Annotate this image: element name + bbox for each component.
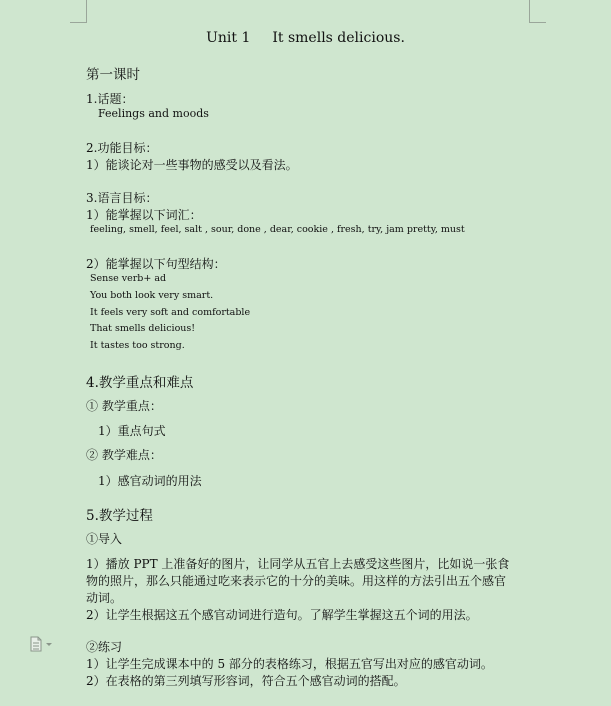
intro-line: 物的照片，那么只能通过吃来表示它的十分的美味。用这样的方法引出五个感官 bbox=[86, 574, 507, 588]
practice-label: ②练习 bbox=[86, 640, 123, 654]
document-title bbox=[0, 30, 611, 46]
pattern-item: It tastes too strong. bbox=[90, 340, 185, 351]
pattern-heading: 2）能掌握以下句型结构： bbox=[86, 257, 226, 271]
key-point-label: ① 教学重点： bbox=[86, 399, 162, 413]
pattern-item: Sense verb+ ad bbox=[90, 273, 167, 284]
unit-name: It smells delicious. bbox=[272, 30, 405, 46]
lesson-heading: 第一课时 bbox=[86, 67, 140, 83]
topic-text: Feelings and moods bbox=[98, 107, 209, 120]
language-goal-heading: 3.语言目标： bbox=[86, 191, 158, 205]
vocab-heading: 1）能掌握以下词汇： bbox=[86, 208, 202, 222]
key-points-heading: 4.教学重点和难点 bbox=[86, 375, 194, 391]
difficult-point-item: 1）感官动词的用法 bbox=[98, 474, 202, 488]
key-point-item: 1）重点句式 bbox=[98, 424, 166, 438]
page-corner-mark bbox=[70, 0, 87, 23]
practice-line: 2）在表格的第三列填写形容词，符合五个感官动词的搭配。 bbox=[86, 674, 406, 688]
function-goal-item: 1）能谈论对一些事物的感受以及看法。 bbox=[86, 158, 298, 172]
page-corner-mark bbox=[529, 0, 546, 23]
process-heading: 5.教学过程 bbox=[86, 508, 153, 524]
topic-heading: 1.话题： bbox=[86, 92, 134, 106]
intro-line: 2）让学生根据这五个感官动词进行造句。了解学生掌握这五个词的用法。 bbox=[86, 608, 478, 622]
function-goal-heading: 2.功能目标： bbox=[86, 141, 158, 155]
difficult-point-label: ② 教学难点： bbox=[86, 448, 162, 462]
pattern-item: You both look very smart. bbox=[90, 290, 214, 301]
practice-line: 1）让学生完成课本中的 5 部分的表格练习，根据五官写出对应的感官动词。 bbox=[86, 657, 493, 671]
pattern-item: That smells delicious! bbox=[90, 323, 196, 334]
intro-label: ①导入 bbox=[86, 532, 123, 546]
intro-line: 1）播放 PPT 上准备好的图片，让同学从五官上去感受这些图片，比如说一张食 bbox=[86, 557, 510, 571]
unit-label: Unit 1 bbox=[206, 30, 251, 46]
intro-line: 动词。 bbox=[86, 591, 123, 605]
pattern-item: It feels very soft and comfortable bbox=[90, 307, 251, 318]
vocab-list: feeling, smell, feel, salt , sour, done , dear, cookie , fresh, try, jam pretty, must bbox=[90, 224, 465, 235]
paragraph-options-icon[interactable] bbox=[30, 636, 54, 652]
